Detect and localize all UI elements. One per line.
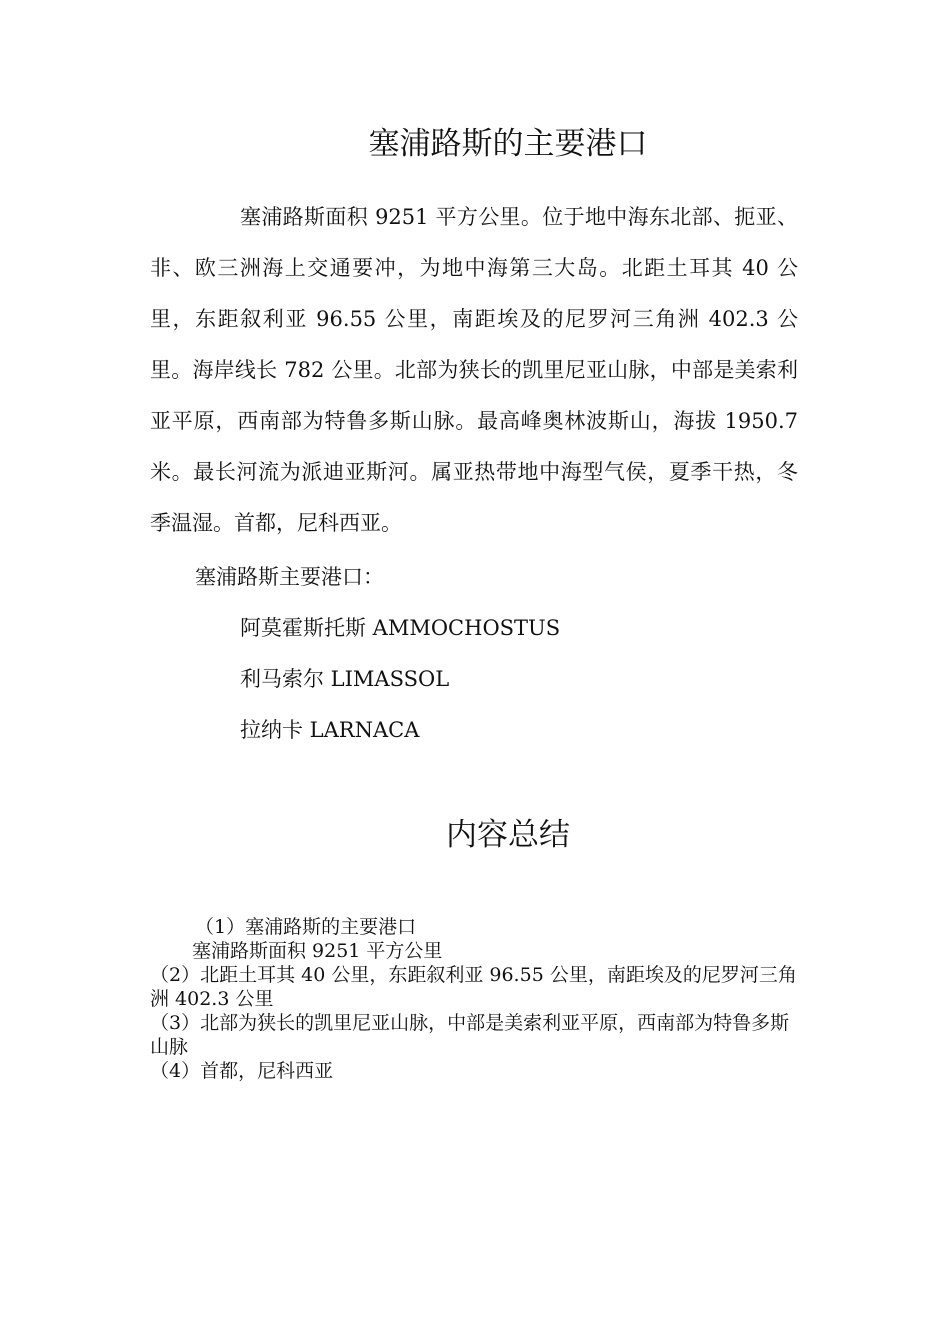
summary-item: （1）塞浦路斯的主要港口 bbox=[195, 916, 417, 938]
list-item: 拉纳卡 LARNACA bbox=[240, 718, 420, 742]
summary-item: （3）北部为狭长的凯里尼亚山脉，中部是美索利亚平原，西南部为特鲁多斯山脉 bbox=[150, 1012, 790, 1058]
ports-list bbox=[240, 603, 560, 756]
intro-paragraph: 塞浦路斯面积 9251 平方公里。位于地中海东北部、扼亚、非、欧三洲海上交通要冲，为地中海第三大岛。北距土耳其 40 公里，东距叙利亚 96.55 公里，南距埃及的尼罗河三角洲 402.3 公里。海岸线长 782 公里。北部为狭长的凯里尼亚山脉，中部是美索利亚平原，西南部为特鲁多斯山脉。最高峰奥林波斯山，海拔 1950.7 米。最长河流为派迪亚斯河。属亚热带地中海型气侯，夏季干热，冬季温湿。首都，尼科西亚。 bbox=[150, 205, 798, 535]
summary-section bbox=[150, 915, 798, 1083]
summary-title: 内容总结 bbox=[446, 817, 570, 853]
list-item: 利马索尔 LIMASSOL bbox=[240, 667, 450, 691]
summary-item: （2）北距土耳其 40 公里，东距叙利亚 96.55 公里，南距埃及的尼罗河三角洲 402.3 公里 bbox=[150, 964, 797, 1010]
summary-item: 塞浦路斯面积 9251 平方公里 bbox=[192, 940, 443, 962]
summary-item: （4）首都，尼科西亚 bbox=[150, 1060, 334, 1082]
list-item: 阿莫霍斯托斯 AMMOCHOSTUS bbox=[240, 616, 561, 640]
page-title: 塞浦路斯的主要港口 bbox=[368, 126, 648, 162]
ports-heading: 塞浦路斯主要港口： bbox=[195, 565, 384, 589]
